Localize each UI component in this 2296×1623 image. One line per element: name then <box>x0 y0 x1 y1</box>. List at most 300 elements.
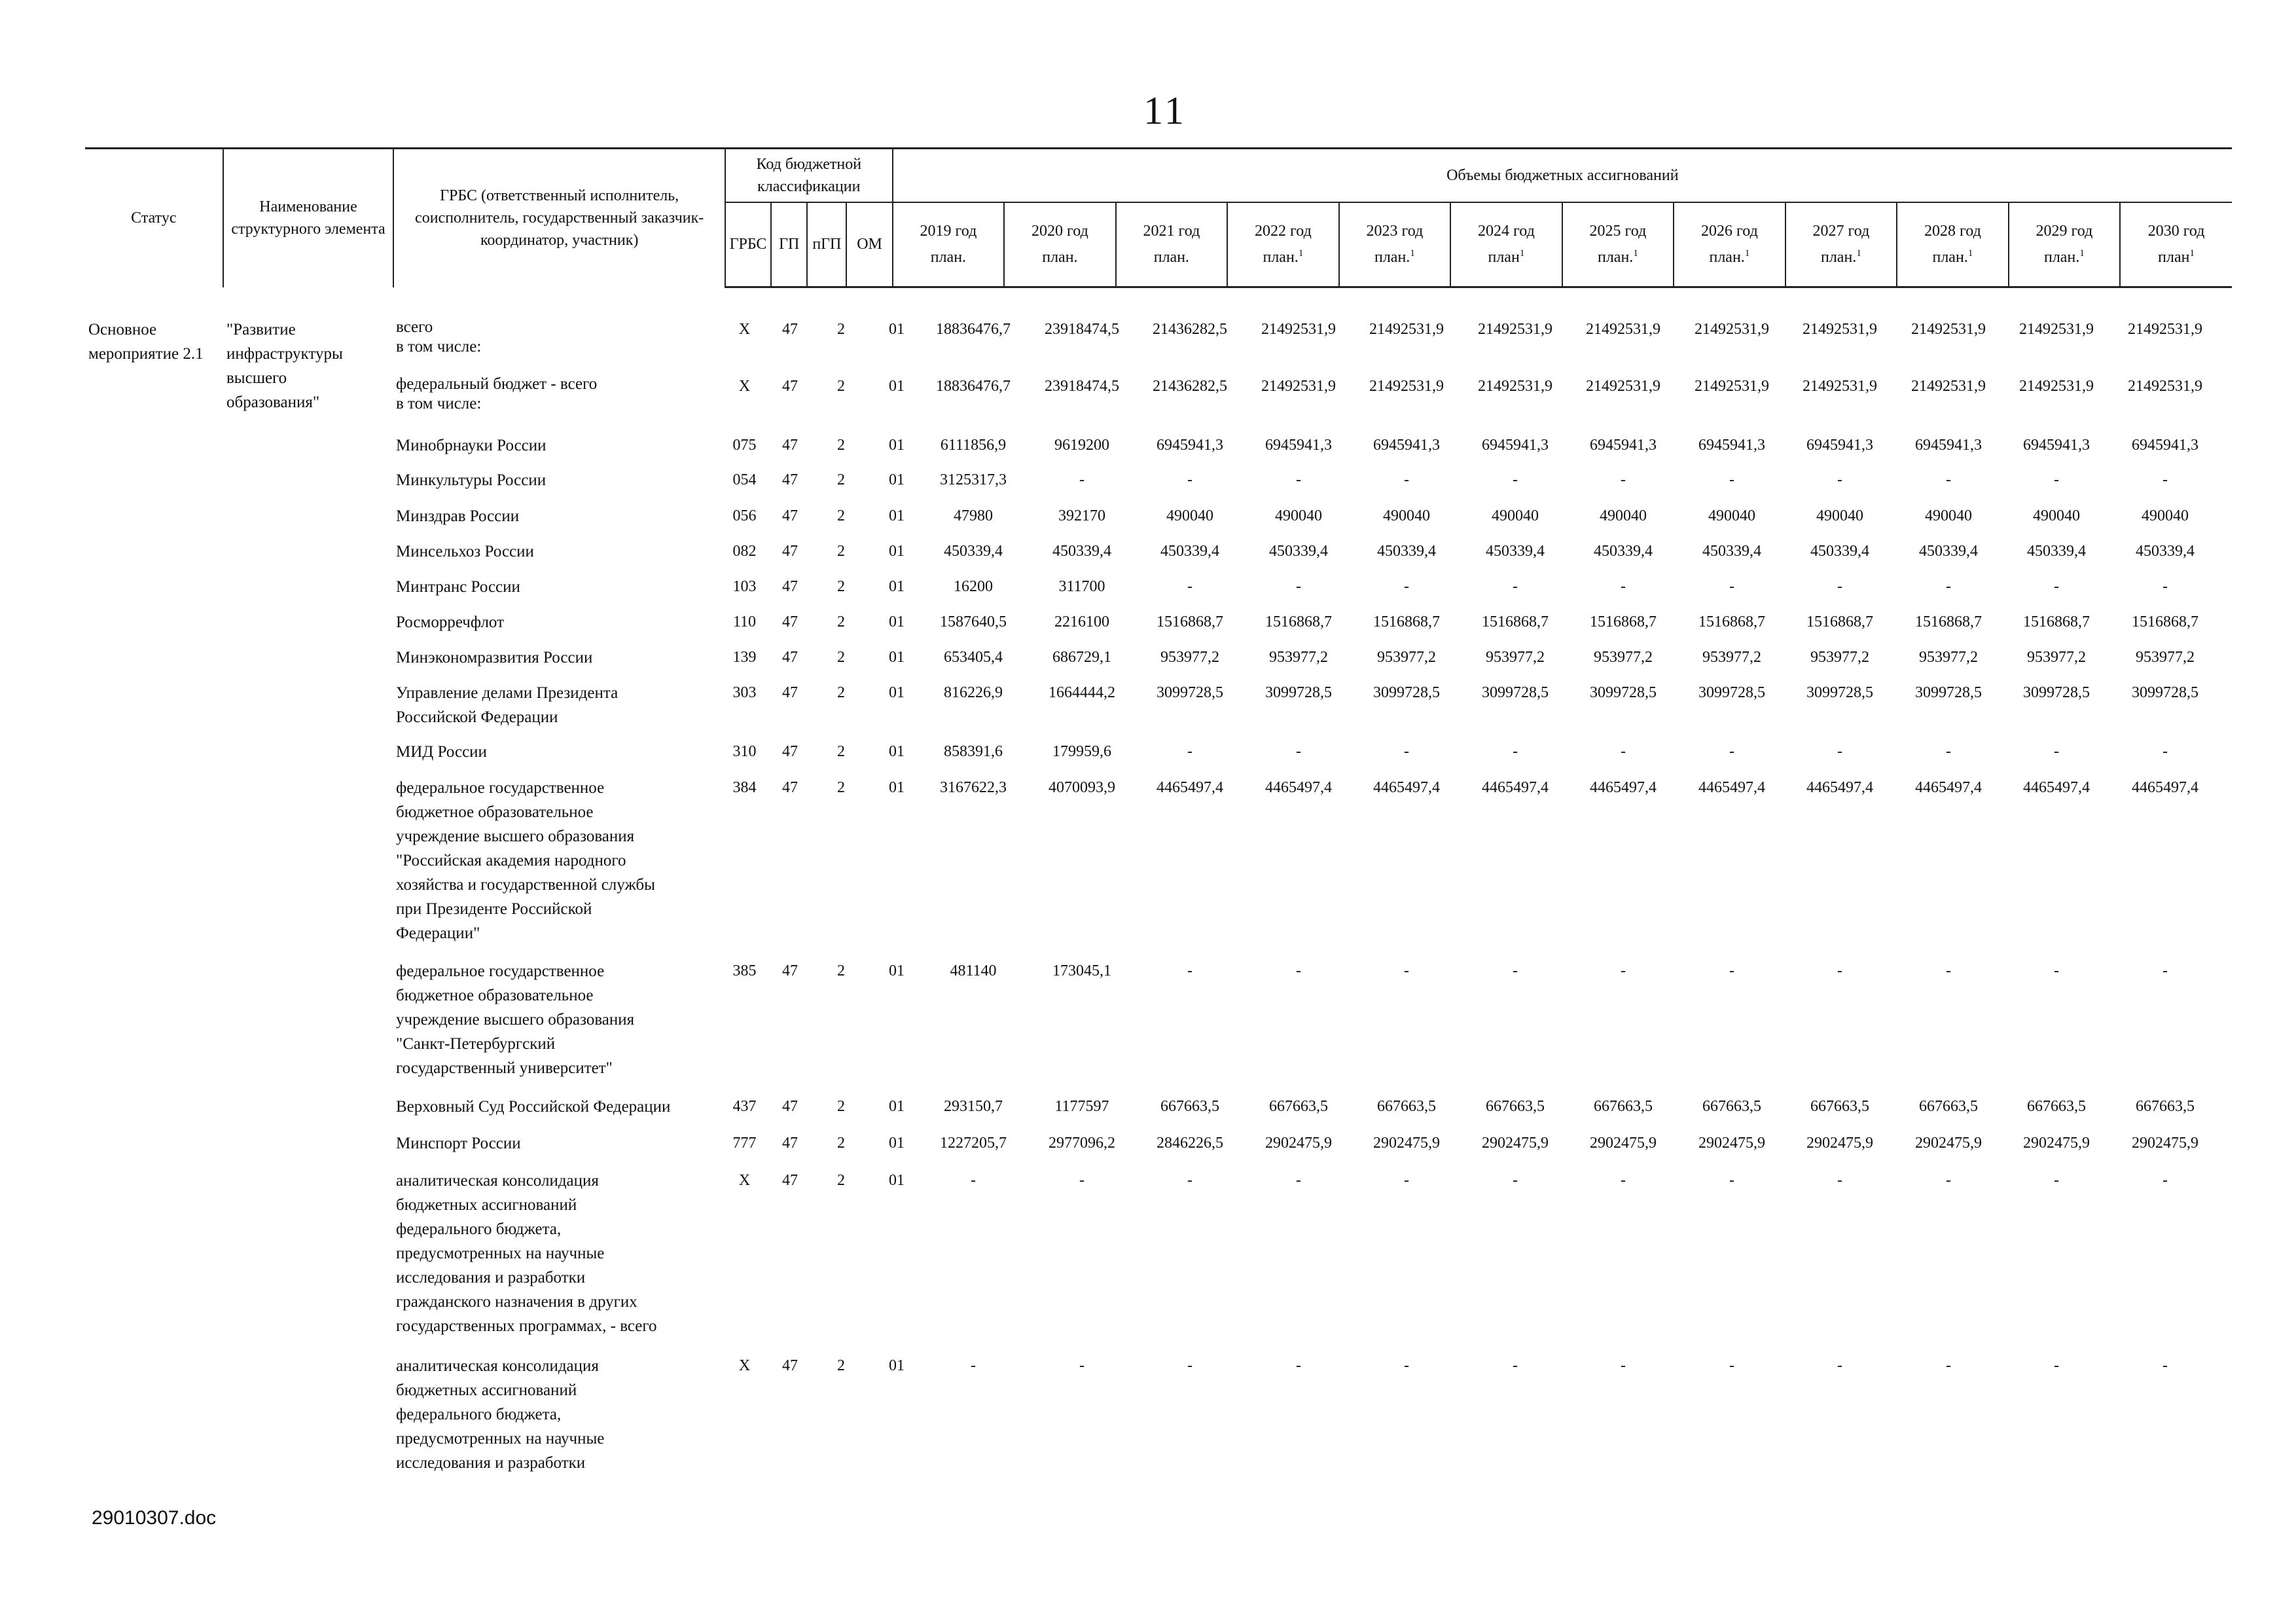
kod-om-cell: 01 <box>889 684 905 701</box>
kod-gp-cell: 47 <box>782 471 798 488</box>
value-cell: 667663,5 <box>1269 1098 1328 1115</box>
kod-ngp-cell: 2 <box>837 779 845 796</box>
value-cell: - <box>1946 743 1951 760</box>
header-status: Статус <box>85 149 223 287</box>
value-cell: - <box>1729 962 1734 979</box>
kod-gp-cell: 47 <box>782 613 798 630</box>
value-cell: - <box>1404 1357 1409 1374</box>
value-cell: - <box>1729 1172 1734 1189</box>
kod-ngp-cell: 2 <box>837 1357 845 1374</box>
value-cell: 4465497,4 <box>1482 779 1549 796</box>
kod-gp-cell: 47 <box>782 684 798 701</box>
value-cell: 490040 <box>1383 507 1430 524</box>
value-cell: 4465497,4 <box>1373 779 1440 796</box>
value-cell: - <box>1513 471 1518 488</box>
value-cell: 21492531,9 <box>2019 321 2094 338</box>
value-cell: 23918474,5 <box>1045 321 1119 338</box>
value-cell: 667663,5 <box>1919 1098 1978 1115</box>
row-grbs-name: Минобрнауки России <box>396 437 547 454</box>
value-cell: 4465497,4 <box>1915 779 1982 796</box>
header-year: 2022 год план.$^1$ <box>1227 202 1339 287</box>
value-cell: - <box>1837 962 1842 979</box>
value-cell: 667663,5 <box>1486 1098 1545 1115</box>
value-cell: 6945941,3 <box>2132 437 2198 454</box>
value-cell: - <box>1404 1172 1409 1189</box>
value-cell: - <box>1296 578 1301 595</box>
value-cell: 953977,2 <box>1160 649 1219 666</box>
page-number: 11 <box>1143 89 1187 132</box>
kod-om-cell: 01 <box>889 1172 905 1189</box>
value-cell: 6945941,3 <box>1482 437 1549 454</box>
value-cell: - <box>1187 1172 1193 1189</box>
value-cell: 3099728,5 <box>1915 684 1982 701</box>
value-cell: - <box>1946 578 1951 595</box>
value-cell: 953977,2 <box>1594 649 1653 666</box>
value-cell: 21436282,5 <box>1153 321 1227 338</box>
value-cell: 490040 <box>2142 507 2189 524</box>
value-cell: 1516868,7 <box>2023 613 2090 630</box>
header-year: 2024 год план$^1$ <box>1450 202 1562 287</box>
value-cell: - <box>1079 1357 1085 1374</box>
value-cell: - <box>1621 1357 1626 1374</box>
value-cell: 481140 <box>950 962 997 979</box>
value-cell: - <box>2162 578 2168 595</box>
row-grbs-name: Минздрав России <box>396 507 520 525</box>
value-cell: 2902475,9 <box>1590 1135 1657 1152</box>
value-cell: 490040 <box>1925 507 1972 524</box>
value-cell: 2902475,9 <box>1373 1135 1440 1152</box>
value-cell: 450339,4 <box>1160 543 1219 560</box>
element-name-line: инфраструктуры <box>226 345 343 363</box>
value-cell: 21492531,9 <box>1911 321 1986 338</box>
kod-om-cell: 01 <box>889 578 905 595</box>
value-cell: 450339,4 <box>2027 543 2086 560</box>
kod-gp-cell: 47 <box>782 437 798 454</box>
value-cell: 667663,5 <box>1702 1098 1761 1115</box>
kod-ngp-cell: 2 <box>837 743 845 760</box>
value-cell: - <box>1513 1172 1518 1189</box>
value-cell: 450339,4 <box>1594 543 1653 560</box>
value-cell: 1516868,7 <box>1373 613 1440 630</box>
value-cell: - <box>1729 578 1734 595</box>
kod-ngp-cell: 2 <box>837 1135 845 1152</box>
value-cell: - <box>1837 1357 1842 1374</box>
value-cell: - <box>1296 962 1301 979</box>
kod-om-cell: 01 <box>889 1098 905 1115</box>
value-cell: 4465497,4 <box>2132 779 2198 796</box>
value-cell: 450339,4 <box>1919 543 1978 560</box>
value-cell: 3099728,5 <box>1482 684 1549 701</box>
row-grbs-name: аналитическая консолидация бюджетных ассигнований федерального бюджета, предусмотренных на научные исследования и разработки <box>396 1357 605 1472</box>
value-cell: 311700 <box>1058 578 1105 595</box>
kod-ngp-cell: 2 <box>837 543 845 560</box>
kod-grbs-cell: 139 <box>732 649 757 666</box>
value-cell: 953977,2 <box>2136 649 2195 666</box>
value-cell: 21492531,9 <box>1586 321 1660 338</box>
kod-grbs-cell: Х <box>738 1172 751 1189</box>
header-year: 2030 год план$^1$ <box>2120 202 2232 287</box>
value-cell: 2902475,9 <box>1698 1135 1765 1152</box>
kod-om-cell: 01 <box>889 613 905 630</box>
header-kod-gp: ГП <box>771 202 807 287</box>
value-cell: - <box>1729 1357 1734 1374</box>
status-line: Основное <box>88 321 157 338</box>
value-cell: - <box>2162 1357 2168 1374</box>
value-cell: - <box>1296 471 1301 488</box>
row-grbs-name: Росморречфлот <box>396 613 505 631</box>
value-cell: - <box>1837 578 1842 595</box>
kod-gp-cell: 47 <box>782 321 798 338</box>
footer-filename: 29010307.doc <box>92 1507 217 1529</box>
header-year: 2021 год план. <box>1116 202 1228 287</box>
value-cell: - <box>1513 962 1518 979</box>
value-cell: - <box>2054 1357 2059 1374</box>
value-cell: 2902475,9 <box>1806 1135 1873 1152</box>
value-cell: 21492531,9 <box>2128 378 2202 395</box>
kod-grbs-cell: 310 <box>732 743 757 760</box>
value-cell: 816226,9 <box>944 684 1003 701</box>
value-cell: 1516868,7 <box>1157 613 1223 630</box>
kod-ngp-cell: 2 <box>837 507 845 524</box>
value-cell: - <box>1837 1172 1842 1189</box>
value-cell: 6945941,3 <box>1157 437 1223 454</box>
value-cell: 21492531,9 <box>1803 378 1877 395</box>
value-cell: - <box>1513 1357 1518 1374</box>
value-cell: 1516868,7 <box>1915 613 1982 630</box>
value-cell: 18836476,7 <box>936 378 1011 395</box>
kod-ngp-cell: 2 <box>837 962 845 979</box>
value-cell: 21492531,9 <box>1478 321 1552 338</box>
value-cell: 3099728,5 <box>2023 684 2090 701</box>
value-cell: - <box>1621 1172 1626 1189</box>
header-volumes-title: Объемы бюджетных ассигнований <box>893 149 2232 202</box>
value-cell: 1664444,2 <box>1049 684 1115 701</box>
kod-grbs-cell: Х <box>738 378 751 395</box>
value-cell: - <box>1296 743 1301 760</box>
value-cell: - <box>2162 743 2168 760</box>
kod-gp-cell: 47 <box>782 743 798 760</box>
value-cell: - <box>1946 962 1951 979</box>
value-cell: 1587640,5 <box>940 613 1007 630</box>
value-cell: - <box>2162 962 2168 979</box>
value-cell: 2846226,5 <box>1157 1135 1223 1152</box>
row-grbs-name: Минспорт России <box>396 1135 521 1152</box>
value-cell: - <box>1621 471 1626 488</box>
kod-gp-cell: 47 <box>782 1098 798 1115</box>
value-cell: 450339,4 <box>2136 543 2195 560</box>
kod-grbs-cell: 110 <box>732 613 757 630</box>
value-cell: 1516868,7 <box>1806 613 1873 630</box>
kod-grbs-cell: Х <box>738 321 751 338</box>
value-cell: 667663,5 <box>1594 1098 1653 1115</box>
value-cell: - <box>1187 743 1193 760</box>
kod-gp-cell: 47 <box>782 1357 798 1374</box>
value-cell: 3099728,5 <box>1590 684 1657 701</box>
value-cell: 1516868,7 <box>1482 613 1549 630</box>
value-cell: - <box>1837 471 1842 488</box>
kod-ngp-cell: 2 <box>837 1172 845 1189</box>
kod-grbs-cell: 103 <box>732 578 757 595</box>
value-cell: 686729,1 <box>1052 649 1111 666</box>
header-grbs-full: ГРБС (ответственный исполнитель, соисполнитель, государственный заказчик-координатор, участник) <box>393 149 725 287</box>
value-cell: 47980 <box>954 507 993 524</box>
value-cell: 21492531,9 <box>1695 378 1769 395</box>
row-grbs-name: федеральное государственное бюджетное образовательное учреждение высшего образования "Российская академия народного хозяйства и государственной службы при Президенте Российской Федерации" <box>396 779 655 942</box>
value-cell: - <box>2054 743 2059 760</box>
kod-grbs-cell: 056 <box>732 507 757 524</box>
kod-om-cell: 01 <box>889 649 905 666</box>
value-cell: - <box>971 1172 976 1189</box>
kod-gp-cell: 47 <box>782 779 798 796</box>
value-cell: 1516868,7 <box>1698 613 1765 630</box>
value-cell: 6945941,3 <box>1806 437 1873 454</box>
value-cell: 667663,5 <box>2136 1098 2195 1115</box>
value-cell: - <box>1404 578 1409 595</box>
row-grbs-name: Минкультуры России <box>396 471 547 489</box>
value-cell: - <box>1079 471 1085 488</box>
kod-ngp-cell: 2 <box>837 684 845 701</box>
value-cell: 450339,4 <box>1702 543 1761 560</box>
value-cell: - <box>2054 1172 2059 1189</box>
value-cell: - <box>971 1357 976 1374</box>
value-cell: 953977,2 <box>1702 649 1761 666</box>
kod-ngp-cell: 2 <box>837 613 845 630</box>
header-year: 2019 год план. <box>893 202 1005 287</box>
kod-gp-cell: 47 <box>782 649 798 666</box>
value-cell: 3125317,3 <box>940 471 1007 488</box>
value-cell: 953977,2 <box>1377 649 1436 666</box>
value-cell: 21492531,9 <box>2019 378 2094 395</box>
value-cell: 2902475,9 <box>1915 1135 1982 1152</box>
value-cell: 953977,2 <box>1919 649 1978 666</box>
kod-gp-cell: 47 <box>782 507 798 524</box>
kod-ngp-cell: 2 <box>837 1098 845 1115</box>
value-cell: 953977,2 <box>1810 649 1869 666</box>
value-cell: 450339,4 <box>1052 543 1111 560</box>
value-cell: - <box>1729 743 1734 760</box>
kod-grbs-cell: 303 <box>732 684 757 701</box>
value-cell: - <box>1946 1357 1951 1374</box>
value-cell: - <box>1296 1357 1301 1374</box>
kod-om-cell: 01 <box>889 1135 905 1152</box>
kod-grbs-cell: 075 <box>732 437 757 454</box>
value-cell: 667663,5 <box>1377 1098 1436 1115</box>
row-grbs-name: Минсельхоз России <box>396 543 534 560</box>
kod-om-cell: 01 <box>889 507 905 524</box>
kod-gp-cell: 47 <box>782 378 798 395</box>
kod-grbs-cell: 082 <box>732 543 757 560</box>
value-cell: 2902475,9 <box>2132 1135 2198 1152</box>
kod-ngp-cell: 2 <box>837 649 845 666</box>
value-cell: - <box>2054 578 2059 595</box>
kod-ngp-cell: 2 <box>837 321 845 338</box>
value-cell: 21492531,9 <box>1695 321 1769 338</box>
value-cell: - <box>1187 578 1193 595</box>
value-cell: 490040 <box>2033 507 2080 524</box>
value-cell: 4465497,4 <box>2023 779 2090 796</box>
value-cell: - <box>1946 1172 1951 1189</box>
header-year: 2026 год план.$^1$ <box>1674 202 1785 287</box>
kod-ngp-cell: 2 <box>837 471 845 488</box>
kod-ngp-cell: 2 <box>837 378 845 395</box>
kod-ngp-cell: 2 <box>837 578 845 595</box>
value-cell: 9619200 <box>1054 437 1109 454</box>
value-cell: 3099728,5 <box>1698 684 1765 701</box>
value-cell: 1516868,7 <box>2132 613 2198 630</box>
value-cell: 3099728,5 <box>1373 684 1440 701</box>
value-cell: 653405,4 <box>944 649 1003 666</box>
value-cell: 3099728,5 <box>1265 684 1332 701</box>
value-cell: 450339,4 <box>944 543 1003 560</box>
kod-grbs-cell: 054 <box>732 471 757 488</box>
header-element-name: Наименование структурного элемента <box>223 149 394 287</box>
value-cell: 3099728,5 <box>1157 684 1223 701</box>
value-cell: 4465497,4 <box>1265 779 1332 796</box>
kod-om-cell: 01 <box>889 471 905 488</box>
value-cell: - <box>1404 743 1409 760</box>
value-cell: 1177597 <box>1054 1098 1109 1115</box>
kod-om-cell: 01 <box>889 779 905 796</box>
status-line: мероприятие 2.1 <box>88 345 204 363</box>
value-cell: - <box>1621 578 1626 595</box>
value-cell: - <box>1729 471 1734 488</box>
value-cell: 173045,1 <box>1052 962 1111 979</box>
value-cell: 2902475,9 <box>1482 1135 1549 1152</box>
value-cell: 490040 <box>1492 507 1539 524</box>
value-cell: 21492531,9 <box>1261 378 1336 395</box>
value-cell: 953977,2 <box>1269 649 1328 666</box>
value-cell: 1516868,7 <box>1265 613 1332 630</box>
value-cell: 179959,6 <box>1052 743 1111 760</box>
value-cell: 4465497,4 <box>1157 779 1223 796</box>
value-cell: - <box>2054 962 2059 979</box>
value-cell: 4465497,4 <box>1590 779 1657 796</box>
value-cell: 858391,6 <box>944 743 1003 760</box>
value-cell: 953977,2 <box>2027 649 2086 666</box>
header-year: 2027 год план.$^1$ <box>1785 202 1897 287</box>
value-cell: 21492531,9 <box>1586 378 1660 395</box>
value-cell: 21492531,9 <box>2128 321 2202 338</box>
value-cell: 1516868,7 <box>1590 613 1657 630</box>
header-kod-ngp: пГП <box>807 202 846 287</box>
value-cell: 490040 <box>1708 507 1755 524</box>
value-cell: - <box>1296 1172 1301 1189</box>
header-year: 2029 год план.$^1$ <box>2009 202 2121 287</box>
value-cell: - <box>1946 471 1951 488</box>
value-cell: 450339,4 <box>1810 543 1869 560</box>
value-cell: 21492531,9 <box>1369 321 1444 338</box>
kod-grbs-cell: Х <box>738 1357 751 1374</box>
element-name-line: высшего <box>226 369 287 387</box>
value-cell: 392170 <box>1058 507 1105 524</box>
value-cell: 1227205,7 <box>940 1135 1007 1152</box>
kod-grbs-cell: 384 <box>732 779 757 796</box>
value-cell: - <box>2162 471 2168 488</box>
value-cell: 21492531,9 <box>1911 378 1986 395</box>
value-cell: 6945941,3 <box>1698 437 1765 454</box>
header-kod-grbs: ГРБС <box>725 202 771 287</box>
row-grbs-name: федеральное государственное бюджетное образовательное учреждение высшего образования "Санкт-Петербургский государственный университет" <box>396 962 635 1077</box>
table-header <box>85 147 2232 288</box>
kod-grbs-cell: 437 <box>732 1098 757 1115</box>
value-cell: 4070093,9 <box>1049 779 1115 796</box>
value-cell: - <box>2054 471 2059 488</box>
value-cell: 490040 <box>1275 507 1322 524</box>
value-cell: - <box>1187 962 1193 979</box>
value-cell: 18836476,7 <box>936 321 1011 338</box>
value-cell: 21492531,9 <box>1261 321 1336 338</box>
value-cell: 4465497,4 <box>1806 779 1873 796</box>
value-cell: 953977,2 <box>1486 649 1545 666</box>
kod-om-cell: 01 <box>889 1357 905 1374</box>
value-cell: 2902475,9 <box>1265 1135 1332 1152</box>
value-cell: 490040 <box>1166 507 1213 524</box>
value-cell: 6945941,3 <box>2023 437 2090 454</box>
value-cell: 667663,5 <box>2027 1098 2086 1115</box>
header-year: 2028 год план.$^1$ <box>1897 202 2009 287</box>
kod-om-cell: 01 <box>889 962 905 979</box>
kod-gp-cell: 47 <box>782 578 798 595</box>
row-grbs-name: Управление делами Президента Российской Федерации <box>396 684 619 726</box>
value-cell: 667663,5 <box>1810 1098 1869 1115</box>
header-year: 2020 год план. <box>1004 202 1116 287</box>
value-cell: 667663,5 <box>1160 1098 1219 1115</box>
header-year: 2023 год план.$^1$ <box>1339 202 1451 287</box>
value-cell: 450339,4 <box>1377 543 1436 560</box>
value-cell: 6945941,3 <box>1265 437 1332 454</box>
kod-om-cell: 01 <box>889 743 905 760</box>
header-kod-om: ОМ <box>846 202 892 287</box>
header-kod-title: Код бюджетной классификации <box>725 149 893 202</box>
value-cell: 23918474,5 <box>1045 378 1119 395</box>
value-cell: 3099728,5 <box>1806 684 1873 701</box>
value-cell: 6945941,3 <box>1590 437 1657 454</box>
element-name-line: "Развитие <box>226 321 296 338</box>
kod-om-cell: 01 <box>889 437 905 454</box>
element-name-line: образования" <box>226 393 320 411</box>
value-cell: - <box>1513 578 1518 595</box>
value-cell: 6945941,3 <box>1373 437 1440 454</box>
row-grbs-name: всего в том числе: <box>396 318 482 356</box>
value-cell: 490040 <box>1816 507 1863 524</box>
kod-gp-cell: 47 <box>782 962 798 979</box>
value-cell: 293150,7 <box>944 1098 1003 1115</box>
kod-gp-cell: 47 <box>782 1172 798 1189</box>
kod-gp-cell: 47 <box>782 1135 798 1152</box>
kod-grbs-cell: 777 <box>732 1135 757 1152</box>
value-cell: - <box>1837 743 1842 760</box>
value-cell: 21492531,9 <box>1369 378 1444 395</box>
value-cell: - <box>1079 1172 1085 1189</box>
value-cell: - <box>1187 1357 1193 1374</box>
kod-gp-cell: 47 <box>782 543 798 560</box>
row-grbs-name: Минэкономразвития России <box>396 649 593 666</box>
row-grbs-name: МИД России <box>396 743 487 761</box>
value-cell: 2902475,9 <box>2023 1135 2090 1152</box>
value-cell: - <box>1513 743 1518 760</box>
value-cell: - <box>1621 962 1626 979</box>
value-cell: 6945941,3 <box>1915 437 1982 454</box>
value-cell: 490040 <box>1600 507 1647 524</box>
value-cell: 21492531,9 <box>1478 378 1552 395</box>
value-cell: - <box>1621 743 1626 760</box>
value-cell: 4465497,4 <box>1698 779 1765 796</box>
kod-om-cell: 01 <box>889 321 905 338</box>
value-cell: 450339,4 <box>1486 543 1545 560</box>
kod-om-cell: 01 <box>889 543 905 560</box>
value-cell: 3099728,5 <box>2132 684 2198 701</box>
header-year: 2025 год план.$^1$ <box>1562 202 1674 287</box>
